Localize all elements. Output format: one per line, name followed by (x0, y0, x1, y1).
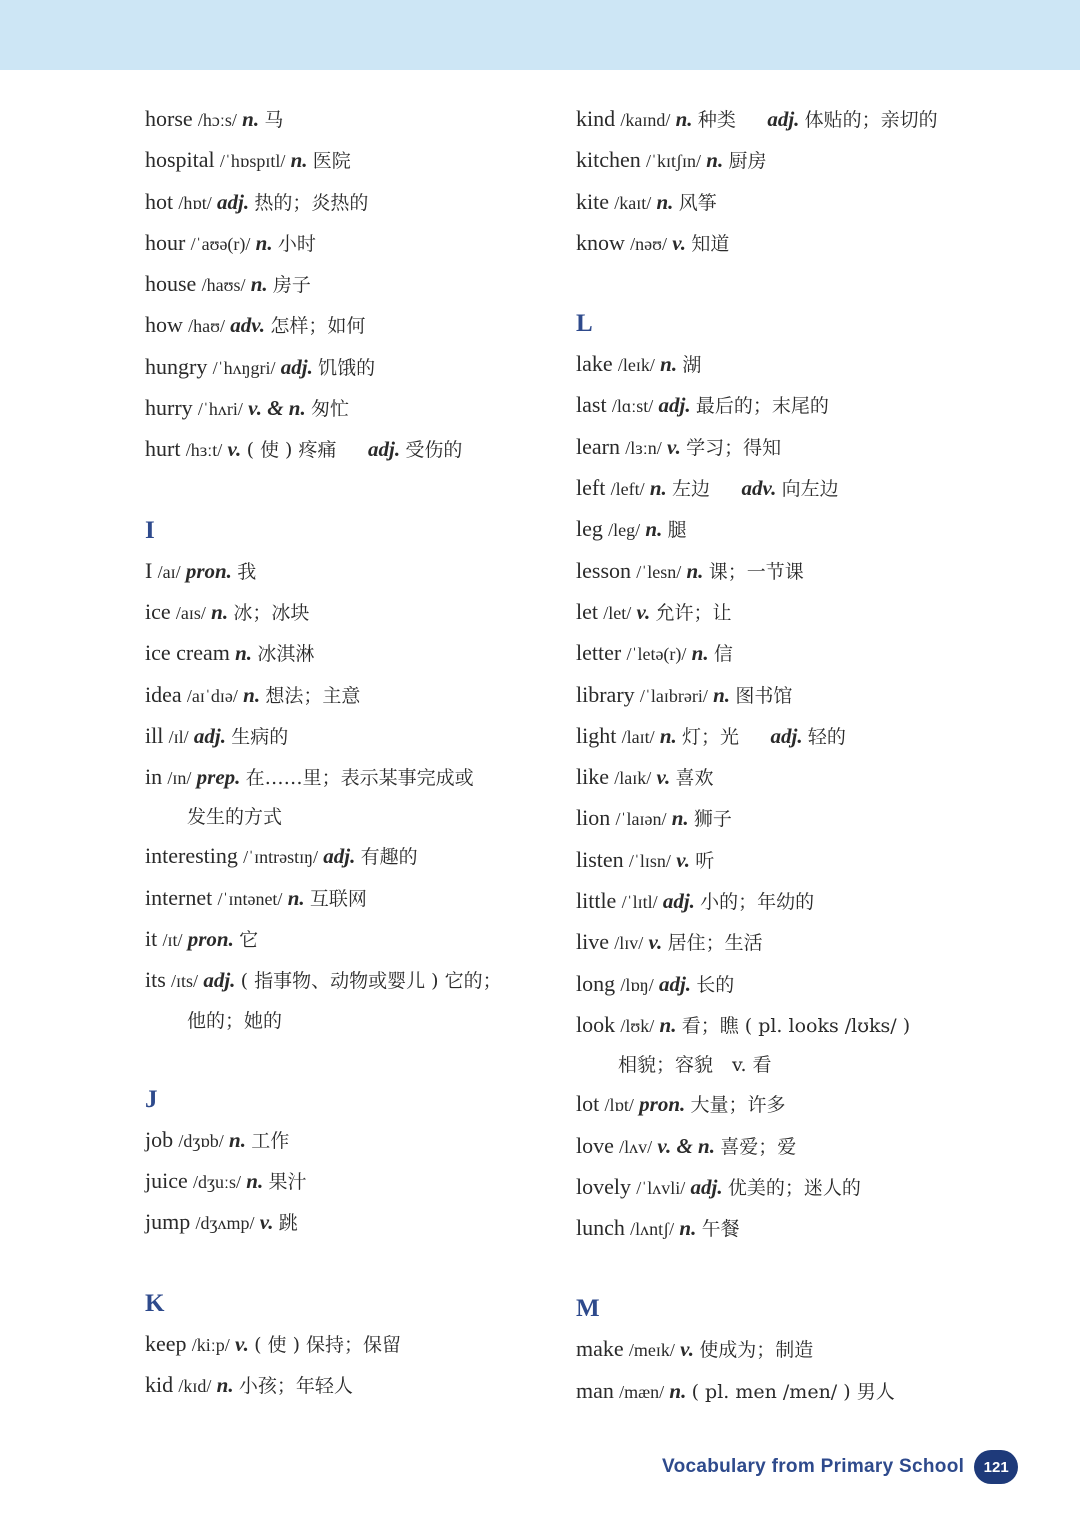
entry-meaning: 长的 (696, 973, 735, 996)
vocab-entry (145, 388, 585, 429)
vocab-entry (576, 922, 1016, 963)
entry-meaning: 腿 (667, 519, 687, 542)
entry-part-of-speech: adj. (662, 889, 695, 914)
entry-word: look (576, 1011, 616, 1037)
entry-pronunciation: /lʌv/ (619, 1136, 653, 1157)
entry-meaning: 匆忙 (310, 398, 349, 421)
vocab-entry (145, 347, 585, 388)
entry-word: love (576, 1132, 614, 1158)
entry-pronunciation: /leg/ (608, 520, 641, 541)
vocab-entry (145, 757, 585, 798)
entry-part-of-speech: n. (679, 1216, 697, 1241)
vocab-entry (145, 592, 585, 633)
entry-pronunciation: /ˈaʊə(r)/ (190, 233, 251, 254)
entry-pronunciation: /kaɪnd/ (620, 110, 671, 130)
entry-part-of-speech: adj. (280, 354, 313, 379)
entry-meaning: ( 指事物、动物或婴儿 ) 它的； (240, 970, 502, 993)
vocab-entry (576, 551, 1016, 592)
vocab-entry (576, 964, 1016, 1005)
entry-meaning: 知道 (691, 232, 730, 255)
entry-meaning: ( 使 ) 保持；保留 (254, 1333, 402, 1356)
entry-pronunciation: /lɒŋ/ (620, 974, 654, 995)
entry-part-of-speech: n. (671, 806, 689, 831)
entry-meaning: 使成为；制造 (699, 1339, 814, 1362)
entry-meaning: 喜爱；爱 (720, 1135, 797, 1158)
entry-part-of-speech: n. (243, 682, 261, 707)
entry-meaning: 它 (239, 929, 259, 952)
entry-pronunciation: /haʊs/ (201, 275, 246, 296)
vocab-entry (576, 468, 1016, 509)
entry-meaning: 饥饿的 (318, 356, 376, 379)
entry-part-of-speech: n. (706, 148, 724, 173)
vocab-entry (576, 716, 1016, 757)
vocab-entry (576, 427, 1016, 468)
vocab-entry (576, 1005, 1016, 1046)
entry-part-of-speech: n. (669, 1378, 687, 1403)
entry-meaning: 允许；让 (655, 601, 732, 624)
entry-pronunciation: /meɪk/ (628, 1340, 675, 1361)
vocab-entry (145, 919, 585, 960)
entry-word: how (145, 312, 183, 338)
entry-meaning-continued: 发生的方式 (187, 806, 283, 829)
entry-meaning: 我 (237, 560, 257, 583)
entry-word: lesson (576, 557, 631, 583)
entry-word: know (576, 229, 625, 255)
entry-meaning: 湖 (682, 354, 702, 377)
vocab-entry (576, 140, 1016, 181)
entry-word: its (145, 967, 166, 993)
entry-part-of-speech: v. & n. (248, 396, 306, 421)
entry-pronunciation: /ˈhɒspɪtl/ (219, 151, 286, 172)
entry-pronunciation: /aɪs/ (175, 602, 206, 623)
entry-word: kid (145, 1371, 174, 1397)
letter-heading-m: M (576, 1295, 600, 1323)
entry-word: hour (145, 229, 186, 255)
entry-part-of-speech: adj. (658, 393, 691, 418)
entry-meaning: 左边 (672, 478, 711, 501)
entry-word: lot (576, 1091, 600, 1117)
entry-pronunciation: /lʌntʃ/ (630, 1219, 675, 1240)
entry-pronunciation: /hɜːt/ (185, 440, 223, 461)
entry-word: horse (145, 106, 193, 131)
entry-pronunciation: /ˈɪntrəstɪŋ/ (243, 847, 319, 868)
vocab-entry (145, 960, 585, 1001)
entry-word: live (576, 929, 609, 955)
entry-part-of-speech: pron. (187, 927, 234, 952)
entry-pronunciation: /lɒt/ (604, 1095, 634, 1116)
entry-word: lion (576, 805, 611, 831)
entry-pronunciation: /ˈlɪsn/ (628, 850, 671, 871)
entry-word: in (145, 764, 163, 790)
entry-pronunciation: /ˈlʌvli/ (636, 1177, 686, 1198)
entry-part-of-speech: v. & n. (657, 1133, 715, 1158)
vocab-entry (576, 757, 1016, 798)
entry-part-of-speech: n. (675, 107, 693, 131)
entry-pronunciation: /ˈhʌŋgri/ (212, 357, 276, 378)
entry-pronunciation: /ɪts/ (171, 971, 199, 992)
entry-part-of-speech: n. (235, 641, 253, 666)
entry-pronunciation: /ˈhʌri/ (197, 399, 243, 420)
entry-part-of-speech: n. (242, 107, 260, 131)
entry-pronunciation: /hɔːs/ (197, 110, 237, 130)
entry-pronunciation: /nəʊ/ (630, 233, 668, 254)
vocab-entry (145, 1202, 585, 1243)
entry-part-of-speech: n. (713, 682, 731, 707)
entry-meaning: 受伤的 (405, 439, 463, 462)
entry-meaning: 居住；生活 (667, 932, 763, 955)
entry-part-of-speech: n. (229, 1127, 246, 1152)
vocab-entry (145, 1324, 585, 1365)
entry-meaning: 向左边 (781, 478, 839, 501)
vocab-entry (576, 99, 1016, 140)
entry-pronunciation: /left/ (610, 479, 645, 500)
entry-part-of-speech: n. (246, 1168, 264, 1193)
entry-meaning: 看；瞧 ( pl. looks /lʊks/ ) (681, 1014, 911, 1037)
entry-word: last (576, 392, 607, 418)
section-m (576, 1329, 1016, 1412)
entry-pronunciation: /lɪv/ (614, 933, 644, 954)
entry-part-of-speech: v. (259, 1210, 274, 1235)
entry-pronunciation: /ˈlaɪbrəri/ (639, 685, 708, 706)
entry-part-of-speech: n. (645, 517, 663, 542)
entry-meaning: 优美的；迷人的 (727, 1176, 861, 1199)
entry-meaning: 在……里；表示某事完成或 (245, 767, 474, 790)
entry-word: hot (145, 188, 174, 214)
entry-part-of-speech: adj. (690, 1174, 723, 1199)
entry-part-of-speech: adj. (203, 968, 236, 993)
entry-word: listen (576, 846, 624, 872)
vocab-entry (576, 1084, 1016, 1125)
entry-part-of-speech: v. (672, 230, 687, 255)
letter-heading-j: J (145, 1085, 158, 1113)
entry-pronunciation: /kiːp/ (191, 1334, 230, 1355)
entry-part-of-speech: pron. (185, 558, 232, 583)
section-i (145, 551, 585, 1040)
entry-part-of-speech: n. (211, 599, 229, 624)
entry-part-of-speech: n. (691, 641, 709, 666)
entry-pronunciation: /ˈlesn/ (636, 561, 682, 582)
vocab-entry (576, 1167, 1016, 1208)
entry-word: let (576, 598, 598, 624)
vocab-entry (145, 182, 585, 223)
entry-part-of-speech: prep. (196, 765, 241, 790)
vocab-entry (576, 509, 1016, 550)
entry-part-of-speech: n. (659, 723, 677, 748)
vocab-entry (145, 264, 585, 305)
entry-part-of-speech: v. (676, 847, 690, 872)
entry-part-of-speech: adj. (770, 723, 803, 748)
entry-part-of-speech: adj. (368, 437, 401, 462)
entry-part-of-speech: n. (250, 272, 268, 297)
entry-word: leg (576, 516, 603, 542)
entry-part-of-speech: n. (287, 885, 305, 910)
entry-meaning: 跳 (278, 1212, 298, 1235)
entry-part-of-speech: n. (686, 558, 704, 583)
vocab-entry (576, 1208, 1016, 1249)
entry-word: jump (145, 1209, 191, 1235)
entry-pronunciation: /ɪn/ (167, 768, 192, 789)
entry-part-of-speech: v. (636, 599, 651, 624)
entry-meaning: 信 (713, 643, 733, 666)
section-k (145, 1324, 585, 1407)
entry-meaning-continued: 相貌；容貌 v. 看 (618, 1054, 772, 1077)
entry-meaning: 轻的 (807, 725, 846, 748)
entry-part-of-speech: adj. (193, 723, 226, 748)
entry-part-of-speech: n. (656, 189, 674, 214)
entry-word: lunch (576, 1215, 625, 1241)
entry-meaning: 互联网 (309, 887, 367, 910)
vocab-entry (576, 798, 1016, 839)
entry-meaning: 工作 (251, 1129, 290, 1152)
letter-heading-i: I (145, 516, 155, 544)
vocab-entry (145, 99, 585, 140)
entry-meaning: 最后的；末尾的 (695, 395, 829, 418)
entry-part-of-speech: v. (227, 437, 242, 462)
entry-meaning: 医院 (312, 150, 351, 173)
entry-part-of-speech: adv. (230, 313, 266, 338)
entry-pronunciation: /aɪˈdɪə/ (186, 685, 238, 706)
entry-pronunciation: /ˈlɪtl/ (621, 892, 658, 913)
entry-meaning-continued: 他的；她的 (187, 1009, 283, 1032)
entry-part-of-speech: adj. (767, 107, 800, 131)
vocab-entry (576, 223, 1016, 264)
entry-word: hospital (145, 147, 215, 173)
vocab-entry (145, 878, 585, 919)
entry-word: kitchen (576, 147, 641, 173)
entry-pronunciation: /kɪd/ (178, 1375, 212, 1396)
entry-word: learn (576, 433, 620, 459)
vocab-entry (145, 675, 585, 716)
vocab-entry (576, 592, 1016, 633)
entry-word: kind (576, 106, 616, 131)
entry-meaning: 冰；冰块 (233, 601, 310, 624)
entry-meaning: 小时 (277, 232, 316, 255)
entry-part-of-speech: n. (659, 1012, 677, 1037)
entry-part-of-speech: v. (680, 1337, 694, 1362)
letter-heading-l: L (576, 310, 593, 338)
entry-pronunciation: /ˈɪntənet/ (217, 888, 283, 909)
entry-meaning: 种类 (697, 109, 736, 131)
entry-pronunciation: /mæn/ (619, 1381, 665, 1402)
entry-part-of-speech: adj. (323, 844, 356, 869)
entry-word: letter (576, 640, 622, 666)
vocab-entry (145, 1120, 585, 1161)
entry-meaning: 想法；主意 (265, 684, 361, 707)
entry-part-of-speech: n. (290, 148, 308, 173)
entry-meaning: 灯；光 (682, 725, 740, 748)
entry-word: kite (576, 188, 609, 214)
letter-heading-k: K (145, 1289, 165, 1317)
entry-pronunciation: /laɪt/ (621, 726, 655, 747)
vocab-entry (576, 1371, 1016, 1412)
entry-part-of-speech: n. (649, 476, 667, 501)
vocab-entry (576, 675, 1016, 716)
vocab-entry (145, 1161, 585, 1202)
vocab-entry (576, 633, 1016, 674)
entry-meaning: 怎样；如何 (270, 315, 366, 338)
footer-title: Vocabulary from Primary School (662, 1456, 965, 1477)
entry-pronunciation: /ɪt/ (162, 930, 183, 951)
entry-pronunciation: /dʒɒb/ (178, 1130, 224, 1151)
vocab-entry (576, 1329, 1016, 1370)
entry-meaning: 午餐 (701, 1218, 740, 1241)
entry-meaning: 听 (695, 849, 715, 872)
entry-word: internet (145, 884, 213, 910)
section-l (576, 344, 1016, 1249)
entry-meaning: 马 (264, 109, 284, 131)
entry-meaning: 小的；年幼的 (700, 891, 815, 914)
vocab-entry (145, 223, 585, 264)
entry-part-of-speech: n. (216, 1372, 234, 1397)
entry-meaning: 有趣的 (360, 846, 418, 869)
vocab-entry (145, 140, 585, 181)
entry-word: left (576, 475, 606, 501)
entry-meaning: 狮子 (693, 808, 732, 831)
entry-part-of-speech: n. (255, 230, 273, 255)
entry-pronunciation: /lɑːst/ (611, 396, 654, 417)
entry-part-of-speech: adj. (658, 971, 692, 996)
entry-pronunciation: /ɪl/ (168, 726, 189, 747)
vocab-entry (145, 551, 585, 592)
entry-word: light (576, 722, 617, 748)
page-number-badge: 121 (974, 1450, 1018, 1484)
entry-part-of-speech: v. (235, 1331, 249, 1356)
vocab-entry (145, 429, 585, 470)
vocab-entry (145, 633, 585, 674)
section-j (145, 1120, 585, 1244)
entry-word: like (576, 764, 609, 790)
entry-word: long (576, 970, 616, 996)
entry-word: hungry (145, 353, 208, 379)
entry-meaning: 学习；得知 (686, 436, 782, 459)
entry-word: keep (145, 1330, 187, 1356)
vocab-entry (576, 840, 1016, 881)
section-k-cont (576, 99, 1016, 264)
entry-pronunciation: /kaɪt/ (614, 192, 652, 213)
left-column (145, 99, 585, 1406)
entry-meaning: 喜欢 (675, 767, 714, 790)
entry-meaning: 大量；许多 (690, 1094, 786, 1117)
entry-pronunciation: /ˈkɪtʃɪn/ (646, 151, 702, 172)
entry-part-of-speech: v. (648, 930, 663, 955)
entry-word: house (145, 271, 197, 297)
entry-part-of-speech: adj. (217, 189, 250, 214)
entry-meaning: ( pl. men /men/ ) 男人 (691, 1380, 895, 1403)
section-h (145, 99, 585, 471)
entry-part-of-speech: v. (667, 434, 681, 459)
header-band (0, 0, 1080, 70)
entry-part-of-speech: v. (656, 765, 671, 790)
entry-word: I (145, 557, 153, 583)
entry-word: man (576, 1377, 614, 1403)
entry-word: idea (145, 681, 182, 707)
entry-meaning: 风筝 (678, 191, 717, 214)
vocab-entry (145, 305, 585, 346)
entry-pronunciation: /aɪ/ (157, 561, 181, 582)
entry-word: lake (576, 351, 613, 377)
entry-word: ice (145, 598, 171, 624)
right-column (576, 99, 1016, 1412)
entry-pronunciation: /lʊk/ (620, 1015, 655, 1036)
entry-meaning: ( 使 ) 疼痛 (246, 439, 337, 462)
entry-meaning: 图书馆 (735, 684, 793, 707)
vocab-entry (576, 1126, 1016, 1167)
entry-meaning: 房子 (272, 274, 311, 297)
entry-part-of-speech: n. (660, 352, 678, 377)
footer (662, 1452, 1018, 1482)
vocab-entry (145, 716, 585, 757)
entry-pronunciation: /hɒt/ (178, 192, 212, 213)
entry-pronunciation: /ˈletə(r)/ (626, 644, 687, 665)
entry-word: interesting (145, 843, 238, 869)
entry-word: juice (145, 1167, 188, 1193)
entry-pronunciation: /let/ (603, 602, 632, 623)
entry-pronunciation: /leɪk/ (617, 355, 655, 376)
entry-meaning: 小孩；年轻人 (238, 1374, 353, 1397)
vocab-entry (576, 344, 1016, 385)
entry-pronunciation: /dʒuːs/ (193, 1171, 242, 1192)
entry-word: hurry (145, 395, 193, 421)
entry-meaning: 冰淇淋 (257, 643, 315, 666)
entry-pronunciation: /laɪk/ (614, 768, 652, 789)
vocab-entry (145, 836, 585, 877)
entry-pronunciation: /dʒʌmp/ (195, 1213, 255, 1234)
entry-pronunciation: /ˈlaɪən/ (615, 809, 667, 830)
entry-word: lovely (576, 1173, 631, 1199)
entry-part-of-speech: pron. (639, 1092, 686, 1117)
entry-word: little (576, 888, 617, 914)
vocab-entry (576, 385, 1016, 426)
entry-pronunciation: /haʊ/ (188, 316, 226, 337)
entry-meaning: 果汁 (268, 1170, 307, 1193)
entry-word: ice cream (145, 640, 230, 666)
vocab-entry (145, 1365, 585, 1406)
entry-meaning: 生病的 (231, 725, 289, 748)
entry-word: hurt (145, 436, 181, 462)
vocab-entry (576, 881, 1016, 922)
entry-part-of-speech: adv. (741, 476, 777, 501)
entry-pronunciation: /lɜːn/ (625, 437, 662, 458)
entry-meaning: 课；一节课 (708, 560, 804, 583)
entry-meaning: 厨房 (728, 150, 767, 173)
entry-word: make (576, 1336, 624, 1362)
vocab-entry (576, 182, 1016, 223)
entry-meaning: 体贴的；亲切的 (804, 109, 938, 131)
entry-word: it (145, 926, 158, 952)
entry-word: ill (145, 722, 164, 748)
entry-word: library (576, 681, 635, 707)
entry-meaning: 热的；炎热的 (254, 191, 369, 214)
entry-word: job (145, 1126, 174, 1152)
